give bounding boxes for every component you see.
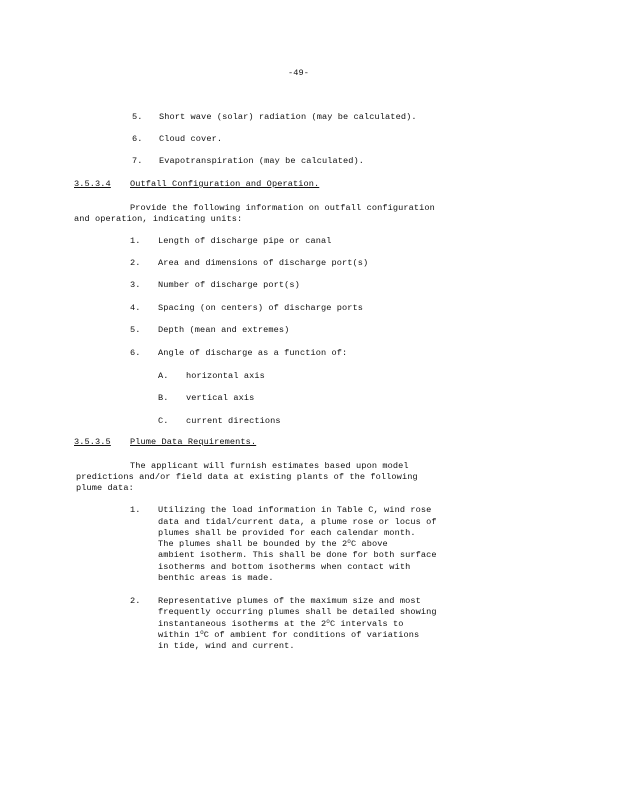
list-number: 6.	[130, 348, 141, 358]
list-item-text: Angle of discharge as a function of:	[158, 348, 348, 358]
degree-superscript: o	[326, 618, 330, 625]
degree-superscript: o	[347, 538, 351, 545]
list-number: 5.	[132, 112, 143, 122]
paragraph-line: data and tidal/current data, a plume rose or locus of	[158, 517, 437, 527]
page-number: -49-	[288, 68, 310, 78]
section-number: 3.5.3.5	[74, 437, 111, 447]
list-number: 5.	[130, 325, 141, 335]
list-item-text: Spacing (on centers) of discharge ports	[158, 303, 364, 313]
sublist-item-text: current directions	[186, 416, 281, 426]
paragraph-line: ambient isotherm. This shall be done for both surface	[158, 550, 437, 560]
paragraph-line: instantaneous isotherms at the 2$^o$C intervals to	[158, 618, 404, 629]
list-number: 3.	[130, 280, 141, 290]
list-item-text: Cloud cover.	[159, 134, 223, 144]
list-number: 7.	[132, 156, 143, 166]
paragraph-line: plumes shall be provided for each calendar month.	[158, 528, 416, 538]
section-intro: and operation, indicating units:	[74, 214, 243, 224]
list-number: 1.	[130, 505, 141, 515]
section-intro: plume data:	[76, 483, 134, 493]
list-item-text: Evapotranspiration (may be calculated).	[159, 156, 365, 166]
paragraph-line: within 1$^o$C of ambient for conditions of variations	[158, 629, 420, 640]
list-number: 2.	[130, 596, 141, 606]
section-number: 3.5.3.4	[74, 179, 111, 189]
list-item-text: Short wave (solar) radiation (may be calculated).	[159, 112, 417, 122]
list-number: 2.	[130, 258, 141, 268]
list-item-text: Number of discharge port(s)	[158, 280, 300, 290]
list-item-text: Depth (mean and extremes)	[158, 325, 290, 335]
section-intro: predictions and/or field data at existing plants of the following	[76, 472, 418, 482]
paragraph-line: in tide, wind and current.	[158, 641, 295, 651]
sublist-letter: C.	[158, 416, 169, 426]
list-number: 1.	[130, 236, 141, 246]
list-number: 4.	[130, 303, 141, 313]
section-title: Plume Data Requirements.	[130, 437, 257, 447]
paragraph-line: Representative plumes of the maximum size and most	[158, 596, 421, 606]
degree-superscript: o	[200, 629, 204, 636]
paragraph-line: isotherms and bottom isotherms when contact with	[158, 562, 411, 572]
list-item-text: Area and dimensions of discharge port(s)	[158, 258, 369, 268]
paragraph-line: benthic areas is made.	[158, 573, 274, 583]
sublist-letter: A.	[158, 371, 169, 381]
section-title: Outfall Configuration and Operation.	[130, 179, 320, 189]
paragraph-line: The plumes shall be bounded by the 2$^o$C above	[158, 538, 388, 549]
section-intro: Provide the following information on outfall configuration	[130, 203, 435, 213]
list-number: 6.	[132, 134, 143, 144]
list-item-text: Length of discharge pipe or canal	[158, 236, 332, 246]
paragraph-line: Utilizing the load information in Table C, wind rose	[158, 505, 432, 515]
sublist-letter: B.	[158, 393, 169, 403]
section-intro: The applicant will furnish estimates based upon model	[130, 461, 409, 471]
sublist-item-text: vertical axis	[186, 393, 255, 403]
paragraph-line: frequently occurring plumes shall be detailed showing	[158, 607, 437, 617]
sublist-item-text: horizontal axis	[186, 371, 265, 381]
